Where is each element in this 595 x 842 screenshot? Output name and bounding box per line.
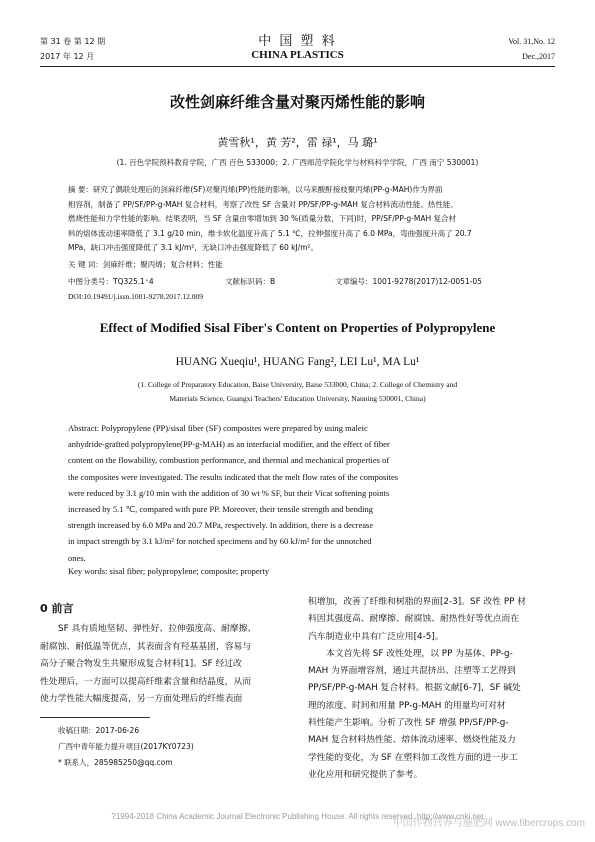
abstract-cn-line: 相容剂，制备了 PP/SF/PP-g-MAH 复合材料，考察了改性 SF 含量对 PP/SF/PP-g-MAH 复合材料流动性能、热性能、 bbox=[68, 199, 458, 209]
volume-issue-cn: 第 31 卷 第 12 期 bbox=[40, 37, 106, 46]
footnote-contact: * 联系人，285985250@qq.com bbox=[58, 758, 173, 767]
title-cn: 改性剑麻纤维含量对聚丙烯性能的影响 bbox=[169, 93, 425, 111]
abstract-en-line: increased by 5.1 ℃, compared with pure PP. Moreover, their tensile strength and bending bbox=[68, 504, 373, 515]
keywords-cn: 关 键 词：剑麻纤维；聚丙烯；复合材料；性能 bbox=[68, 260, 223, 269]
body-line: 本文首先将 SF 改性处理，以 PP 为基体、PP-g- bbox=[326, 648, 513, 659]
abstract-en-line: in impact strength by 3.1 kJ/m² for notched specimens and by 60 kJ/m² for the unnotched bbox=[68, 536, 372, 547]
body-line: 耐腐蚀、耐低温等优点，其表面含有羟基基团，容易与 bbox=[40, 641, 252, 652]
document-code: 文献标识码：B bbox=[225, 277, 276, 286]
body-line: 理的浓度、时间和用量 PP-g-MAH 的用量均可对材 bbox=[308, 700, 506, 711]
body-line: MAH 复合材料热性能、熔体流动速率、燃烧性能及力 bbox=[308, 735, 516, 746]
abstract-en bbox=[68, 420, 528, 566]
affiliation-en bbox=[0, 378, 595, 406]
abstract-cn bbox=[68, 183, 472, 256]
abstract-cn-line: 料的熔体流动速率降低了 3.1 g/10 min，维卡软化温度升高了 5.1 ℃，拉伸强度升高了 6.0 MPa，弯曲强度升高了 20.7 bbox=[68, 228, 472, 238]
abstract-en-line: were reduced by 3.1 g/10 min with the addition of 30 wt % SF, but their Vicat softening points bbox=[68, 487, 390, 498]
abstract-en-line: strength increased by 6.0 MPa and 20.7 MPa, respectively. In addition, there is a decrease bbox=[68, 520, 374, 531]
section-heading: 0 前言 bbox=[40, 602, 74, 615]
affiliation-en-line: Materials Science, Guangxi Teachers' Education University, Nanning 530001, China) bbox=[169, 394, 426, 403]
date-en: Dec.,2017 bbox=[522, 52, 555, 61]
abstract-en-line: the composites were investigated. The results indicated that the melt flow rates of the composites bbox=[68, 471, 399, 482]
journal-name-cn: 中 国 塑 料 bbox=[258, 34, 337, 49]
class-number: 中图分类号：TQ325.1⁺4 bbox=[68, 277, 154, 286]
keywords-en: Key words: sisal fiber; polypropylene; composite; property bbox=[68, 566, 270, 576]
abstract-cn-line: 燃烧性能和力学性能的影响。结果表明，当 SF 含量由零增加到 30 %(质量分数，下同)时，PP/SF/PP-g-MAH 复合材 bbox=[68, 214, 456, 224]
body-line: MAH 为界面增容剂，通过共混挤出、注塑等工艺得到 bbox=[308, 666, 516, 677]
article-number: 文章编号：1001-9278(2017)12-0051-05 bbox=[335, 277, 482, 286]
footnote-rule bbox=[40, 717, 150, 718]
journal-name-en: CHINA PLASTICS bbox=[251, 49, 344, 61]
body-line: 料性能产生影响。分析了改性 SF 增强 PP/SF/PP-g- bbox=[308, 718, 509, 729]
body-line: 业化应用和研究提供了参考。 bbox=[308, 769, 423, 780]
authors-cn: 黄雪秋¹，黄 芳²，雷 禄¹，马 璐¹ bbox=[217, 136, 378, 149]
footnote-funding: 广西中青年能力提升项目(2017KY0723) bbox=[58, 742, 194, 751]
body-line: PP/SF/PP-g-MAH 复合材料。根据文献[6-7]，SF 碱处 bbox=[308, 683, 521, 694]
footnote-received: 收稿日期：2017-06-26 bbox=[58, 726, 140, 735]
abstract-en-line: content on the flowability, combustion performance, and thermal and mechanical properties of bbox=[68, 455, 390, 466]
footnotes bbox=[58, 723, 194, 771]
body-line: 积增加，改善了纤维和树脂的界面[2-3]。SF 改性 PP 材 bbox=[308, 597, 527, 607]
abstract-en-line: anhydride-grafted polypropylene(PP-g-MAH) as an interfacial modifier, and the effect of fiber bbox=[68, 439, 390, 450]
title-en: Effect of Modified Sisal Fiber's Content on Properties of Polypropylene bbox=[99, 320, 496, 335]
body-line: 性处理后，一方面可以提高纤维素含量和结晶度，从而 bbox=[40, 676, 252, 687]
copyright-footer: ?1994-2018 China Academic Journal Electronic Publishing House. All rights reserved. http://www.cnki.net bbox=[111, 812, 484, 821]
abstract-cn-line: MPa，缺口冲击强度降低了 3.1 kJ/m²，无缺口冲击强度降低了 60 kJ/m²。 bbox=[68, 243, 319, 253]
left-column-text bbox=[40, 621, 285, 709]
abstract-en-line: ones. bbox=[68, 552, 86, 563]
affiliation-cn: (1. 百色学院预科教育学院，广西 百色 533000；2. 广西师范学院化学与材料科学学院，广西 南宁 530001) bbox=[116, 158, 479, 167]
watermark: 中国作物营养与施肥网 www.fibercrops.com bbox=[392, 818, 585, 829]
body-line: SF 具有质地坚韧、弹性好、拉伸强度高、耐摩擦、 bbox=[58, 624, 257, 634]
volume-issue-en: Vol. 31,No. 12 bbox=[508, 37, 555, 46]
date-cn: 2017 年 12 月 bbox=[40, 52, 95, 61]
body-line: 汽车制造业中具有广泛应用[4-5]。 bbox=[308, 631, 444, 642]
right-column-text bbox=[308, 594, 556, 784]
doi: DOI:10.19491/j.issn.1001-9278.2017.12.009 bbox=[68, 292, 203, 301]
body-line: 学性能的变化，为 SF 在塑料加工改性方面的进一步工 bbox=[308, 752, 518, 763]
body-line: 料因其强度高、耐摩擦、耐腐蚀、耐热性好等优点而在 bbox=[308, 614, 520, 625]
header-rule bbox=[40, 66, 555, 67]
abstract-en-line: Abstract: Polypropylene (PP)/sisal fiber (SF) composites were prepared by using maleic bbox=[68, 423, 368, 433]
affiliation-en-line: (1. College of Preparatory Education, Baise University, Baise 533000, China; 2. College of Chemistry and bbox=[137, 380, 458, 389]
abstract-cn-line: 摘 要：研究了偶联处理后的剑麻纤维(SF)对聚丙烯(PP)性能的影响，以马来酸酐接枝聚丙烯(PP-g-MAH)作为界面 bbox=[68, 185, 443, 194]
body-line: 使力学性能大幅度提高，另一方面处理后的纤维表面 bbox=[40, 694, 243, 704]
authors-en: HUANG Xueqiu¹, HUANG Fang², LEI Lu¹, MA Lu¹ bbox=[175, 356, 420, 368]
body-line: 高分子聚合物发生共聚形成复合材料[1]。SF 经过改 bbox=[40, 659, 242, 669]
